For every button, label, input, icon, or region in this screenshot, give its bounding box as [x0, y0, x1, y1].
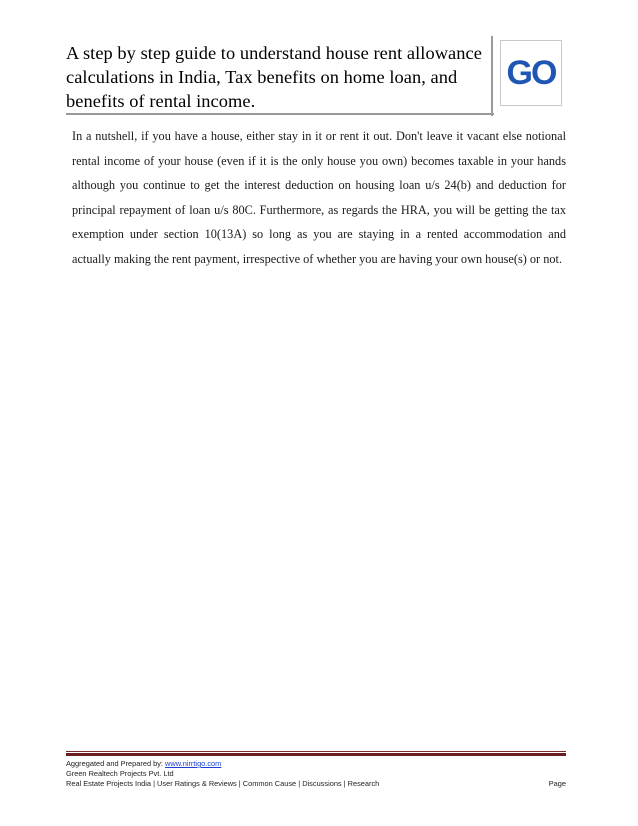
header-vertical-rule: [491, 36, 493, 116]
go-logo: [500, 40, 562, 106]
footer-aggregated-line: [66, 759, 566, 769]
header-horizontal-rule: [66, 113, 494, 115]
footer-rule-thin: [66, 751, 566, 752]
footer-rule-thick: [66, 753, 566, 756]
body-paragraph: In a nutshell, if you have a house, either stay in it or rent it out. Don't leave it vacant else notional rental income of your house (even if it is the only house you own) becomes taxable in your hands although you continue to get the interest deduction on housing loan u/s 24(b) and deduction for principal repayment of loan u/s 80C. Furthermore, as regards the HRA, you will be getting the tax exemption under section 10(13A) so long as you are staying in a rented accommodation and actually making the rent payment, irrespective of whether you are having your own house(s) or not.: [72, 129, 566, 266]
footer-links-line: Real Estate Projects India | User Ratings & Reviews | Common Cause | Discussions | Research: [66, 779, 380, 789]
page-footer: [66, 759, 566, 790]
logo-text: GO: [506, 53, 556, 92]
footer-aggregated-label: Aggregated and Prepared by:: [66, 759, 163, 768]
footer-company: Green Realtech Projects Pvt. Ltd: [66, 769, 174, 779]
document-title: A step by step guide to understand house rent allowance calculations in India, Tax benefits on home loan, and benefits of rental income.: [66, 43, 482, 112]
footer-bottom-row: [66, 779, 566, 789]
footer-page-label: Page: [548, 779, 566, 789]
footer-website-link[interactable]: www.nirrtigo.com: [165, 759, 222, 768]
